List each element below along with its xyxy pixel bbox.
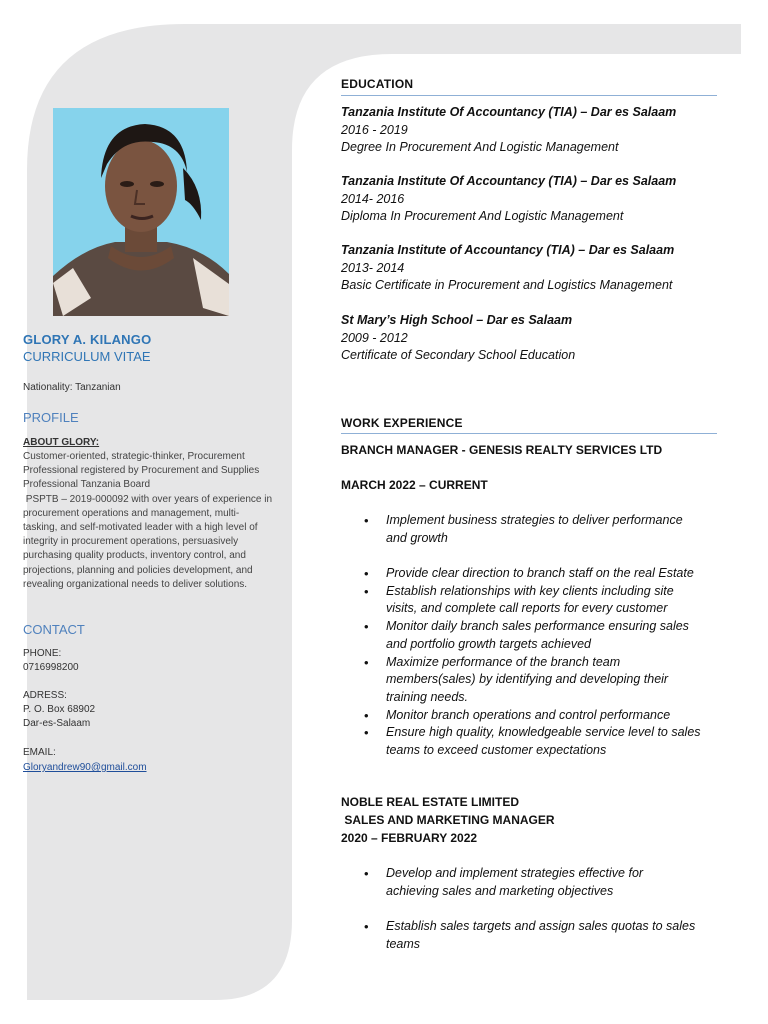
about-heading: ABOUT GLORY: bbox=[23, 437, 100, 448]
about-line: integrity in procurement operations, persuasively bbox=[23, 536, 239, 548]
education-entry bbox=[341, 104, 717, 157]
list-item: • Implement business strategies to deliver performance and growth bbox=[362, 512, 722, 547]
document-type-label: CURRICULUM VITAE bbox=[23, 349, 151, 364]
about-line: projections, planning and policies development, and bbox=[23, 564, 253, 576]
list-item: • Monitor branch operations and control performance bbox=[362, 707, 722, 725]
about-line: Professional Tanzania Board bbox=[23, 479, 151, 491]
education-school: Tanzania Institute of Accountancy (TIA) – Dar es Salaam bbox=[341, 243, 675, 257]
list-item: • Monitor daily branch sales performance ensuring sales and portfolio growth targets achieved bbox=[362, 618, 722, 653]
education-years: 2014- 2016 bbox=[341, 191, 405, 206]
education-divider bbox=[341, 95, 717, 96]
education-entry bbox=[341, 173, 717, 226]
education-degree: Degree In Procurement And Logistic Management bbox=[341, 140, 619, 154]
list-item: • Ensure high quality, knowledgeable service level to sales teams to exceed customer expectations bbox=[362, 724, 722, 759]
job-period: 2020 – FEBRUARY 2022 bbox=[341, 831, 478, 845]
job-duties-list bbox=[362, 918, 722, 953]
education-years: 2016 - 2019 bbox=[341, 122, 408, 137]
company-name: NOBLE REAL ESTATE LIMITED bbox=[341, 795, 520, 809]
job-title: BRANCH MANAGER - GENESIS REALTY SERVICES LTD bbox=[341, 443, 663, 457]
work-experience-heading: WORK EXPERIENCE bbox=[341, 416, 463, 430]
list-item: • Provide clear direction to branch staff on the real Estate bbox=[362, 565, 722, 583]
job-duties-list bbox=[362, 565, 722, 760]
email-link[interactable]: Gloryandrew90@gmail.com bbox=[23, 762, 147, 773]
education-degree: Basic Certificate in Procurement and Logistics Management bbox=[341, 278, 673, 292]
job-title: SALES AND MARKETING MANAGER bbox=[341, 813, 555, 827]
education-entry bbox=[341, 242, 717, 295]
about-line: revealing organizational needs to deliver solutions. bbox=[23, 578, 248, 590]
profile-photo bbox=[53, 108, 229, 316]
phone-value: 0716998200 bbox=[23, 662, 79, 673]
address-label: ADRESS: bbox=[23, 690, 67, 701]
list-item: • Establish sales targets and assign sales quotas to sales teams bbox=[362, 918, 722, 953]
nationality: Nationality: Tanzanian bbox=[23, 382, 121, 393]
address-line-1: P. O. Box 68902 bbox=[23, 704, 96, 715]
about-line: procurement operations and management, multi- bbox=[23, 507, 240, 519]
about-line: PSPTB – 2019-000092 with over years of experience in bbox=[23, 493, 273, 505]
education-degree: Certificate of Secondary School Education bbox=[341, 348, 576, 362]
list-item: • Maximize performance of the branch team members(sales) by identifying and developing their training needs. bbox=[362, 654, 722, 707]
education-school: Tanzania Institute Of Accountancy (TIA) – Dar es Salaam bbox=[341, 105, 677, 119]
job-duties-list bbox=[362, 865, 722, 900]
contact-heading: CONTACT bbox=[23, 622, 85, 637]
education-school: St Mary’s High School – Dar es Salaam bbox=[341, 313, 573, 327]
list-item: • Establish relationships with key clients including site visits, and complete call reports for every customer bbox=[362, 583, 722, 618]
phone-label: PHONE: bbox=[23, 648, 62, 659]
education-heading: EDUCATION bbox=[341, 77, 414, 91]
about-line: Professional registered by Procurement and Supplies bbox=[23, 465, 260, 477]
about-line: tasking, and self-motivated leader with a high level of bbox=[23, 522, 258, 534]
education-entry bbox=[341, 312, 717, 365]
address-line-2: Dar-es-Salaam bbox=[23, 718, 91, 729]
job-period: MARCH 2022 – CURRENT bbox=[341, 478, 488, 492]
education-degree: Diploma In Procurement And Logistic Management bbox=[341, 209, 624, 223]
education-years: 2013- 2014 bbox=[341, 260, 405, 275]
education-years: 2009 - 2012 bbox=[341, 330, 408, 345]
job-duties-list bbox=[362, 512, 722, 547]
email-label: EMAIL: bbox=[23, 747, 56, 758]
work-divider bbox=[341, 433, 717, 434]
profile-heading: PROFILE bbox=[23, 410, 79, 425]
education-school: Tanzania Institute Of Accountancy (TIA) – Dar es Salaam bbox=[341, 174, 677, 188]
list-item: • Develop and implement strategies effective for achieving sales and marketing objectives bbox=[362, 865, 722, 900]
about-line: Customer-oriented, strategic-thinker, Procurement bbox=[23, 451, 245, 462]
about-text bbox=[23, 450, 285, 592]
candidate-name: GLORY A. KILANGO bbox=[23, 332, 152, 347]
about-line: purchasing quality products, inventory control, and bbox=[23, 550, 246, 562]
